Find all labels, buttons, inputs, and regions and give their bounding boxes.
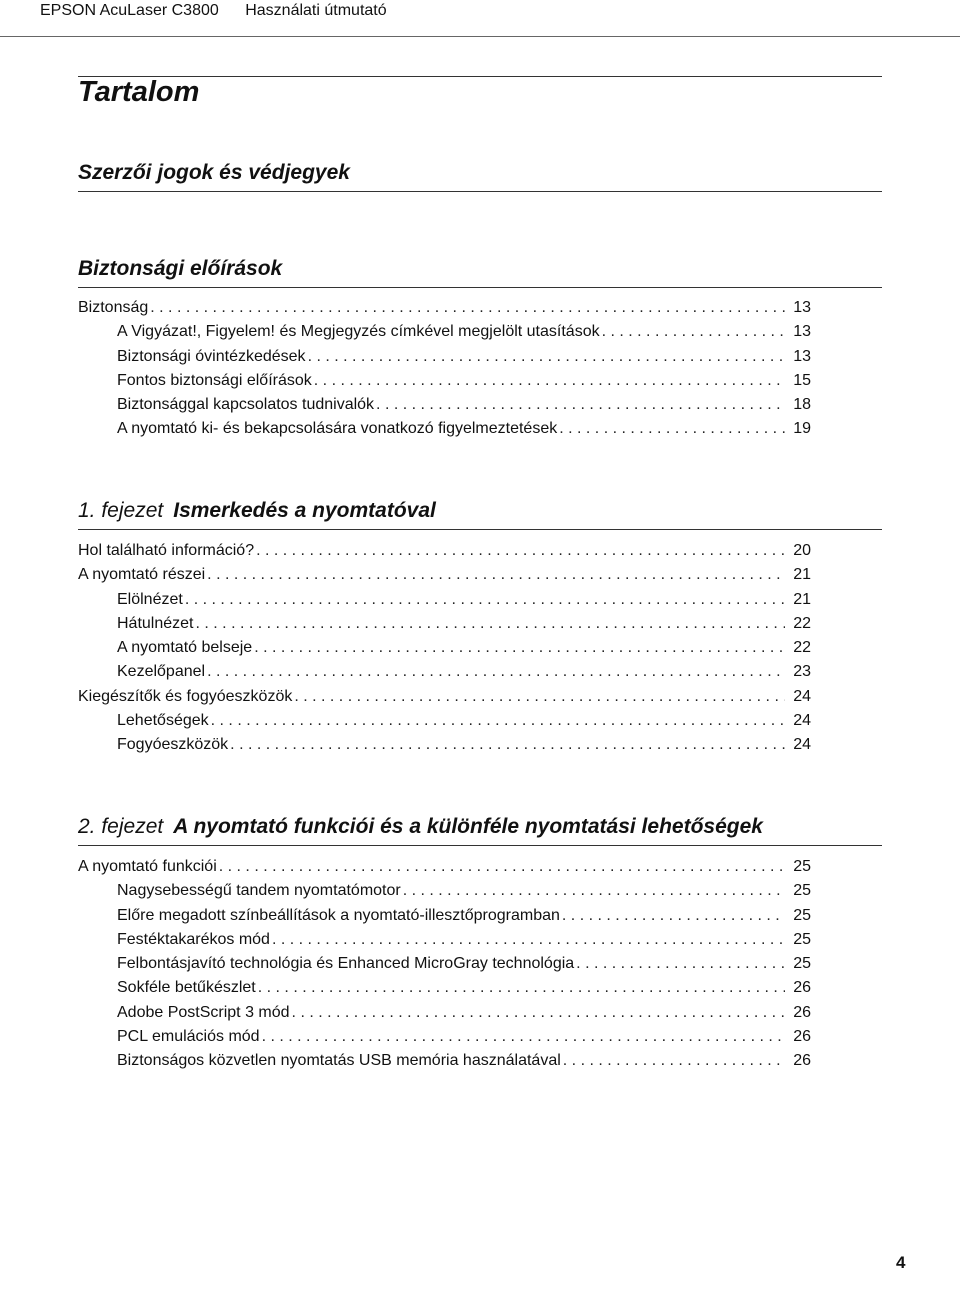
dot-leader	[563, 1052, 785, 1070]
dot-leader	[602, 323, 785, 341]
dot-leader	[211, 712, 785, 730]
toc-entry[interactable]: Fontos biztonsági előírások . . . 15	[78, 372, 811, 396]
dot-leader	[292, 1004, 785, 1022]
toc-list-safety	[78, 299, 811, 445]
toc-entry[interactable]: Hol található információ? . . . 20	[78, 542, 811, 566]
toc-entry[interactable]: Lehetőségek . . . 24	[78, 712, 811, 736]
dot-leader	[207, 566, 785, 584]
header-product: EPSON AcuLaser C3800	[40, 2, 219, 19]
toc-entry[interactable]: Adobe PostScript 3 mód . . . 26	[78, 1004, 811, 1028]
dot-leader	[308, 348, 785, 366]
toc-entry[interactable]: Biztonsági óvintézkedések . . . 13	[78, 348, 811, 372]
chapter-heading[interactable]	[78, 498, 882, 530]
section-safety	[78, 256, 882, 288]
dot-leader	[559, 420, 785, 438]
chapter-title: A nyomtató funkciói és a különféle nyomtatási lehetőségek	[173, 815, 763, 838]
toc-entry[interactable]: Biztonságos közvetlen nyomtatás USB memória használatával . . . 26	[78, 1052, 811, 1076]
toc-entry[interactable]: A nyomtató belseje . . . 22	[78, 639, 811, 663]
dot-leader	[403, 882, 785, 900]
chapter-number: 2. fejezet	[78, 815, 164, 838]
dot-leader	[196, 615, 786, 633]
toc-entry[interactable]: A nyomtató funkciói . . . 25	[78, 858, 811, 882]
toc-entry[interactable]: A nyomtató részei . . . 21	[78, 566, 811, 590]
running-header	[40, 2, 409, 20]
dot-leader	[230, 736, 785, 754]
dot-leader	[185, 591, 785, 609]
dot-leader	[207, 663, 785, 681]
toc-entry[interactable]: Biztonság . . . 13	[78, 299, 811, 323]
toc-entry[interactable]: Felbontásjavító technológia és Enhanced MicroGray technológia . . . 25	[78, 955, 811, 979]
chapter-number: 1. fejezet	[78, 499, 164, 522]
dot-leader	[562, 907, 785, 925]
toc-list-chapter-2	[78, 858, 811, 1077]
toc-entry[interactable]: Nagysebességű tandem nyomtatómotor . . . 25	[78, 882, 811, 906]
section-heading[interactable]: Biztonsági előírások	[78, 256, 882, 288]
chapter-title: Ismerkedés a nyomtatóval	[173, 499, 436, 522]
dot-leader	[258, 979, 785, 997]
toc-entry[interactable]: Előre megadott színbeállítások a nyomtató-illesztőprogramban . . . 25	[78, 907, 811, 931]
section-heading[interactable]: Szerzői jogok és védjegyek	[78, 160, 882, 192]
header-divider	[0, 36, 960, 37]
section-chapter-1	[78, 498, 882, 530]
toc-entry[interactable]: Festéktakarékos mód . . . 25	[78, 931, 811, 955]
dot-leader	[254, 639, 785, 657]
toc-entry[interactable]: A nyomtató ki- és bekapcsolására vonatkozó figyelmeztetések . . . 19	[78, 420, 811, 444]
toc-entry[interactable]: Hátulnézet . . . 22	[78, 615, 811, 639]
dot-leader	[376, 396, 785, 414]
page-title: Tartalom	[78, 76, 200, 108]
dot-leader	[262, 1028, 785, 1046]
toc-entry[interactable]: Kezelőpanel . . . 23	[78, 663, 811, 687]
page-number: 4	[896, 1253, 906, 1272]
dot-leader	[272, 931, 785, 949]
section-copyright	[78, 160, 882, 192]
dot-leader	[150, 299, 785, 317]
dot-leader	[256, 542, 785, 560]
toc-entry[interactable]: PCL emulációs mód . . . 26	[78, 1028, 811, 1052]
toc-entry[interactable]: Biztonsággal kapcsolatos tudnivalók . . . 18	[78, 396, 811, 420]
toc-entry[interactable]: Kiegészítők és fogyóeszközök . . . 24	[78, 688, 811, 712]
header-manual: Használati útmutató	[245, 2, 387, 19]
dot-leader	[576, 955, 785, 973]
dot-leader	[294, 688, 785, 706]
chapter-heading[interactable]	[78, 814, 882, 846]
dot-leader	[314, 372, 785, 390]
toc-list-chapter-1	[78, 542, 811, 761]
toc-entry[interactable]: A Vigyázat!, Figyelem! és Megjegyzés címkével megjelölt utasítások . . . 13	[78, 323, 811, 347]
section-chapter-2	[78, 814, 882, 846]
toc-entry[interactable]: Elölnézet . . . 21	[78, 591, 811, 615]
toc-entry[interactable]: Sokféle betűkészlet . . . 26	[78, 979, 811, 1003]
toc-entry[interactable]: Fogyóeszközök . . . 24	[78, 736, 811, 760]
dot-leader	[219, 858, 785, 876]
